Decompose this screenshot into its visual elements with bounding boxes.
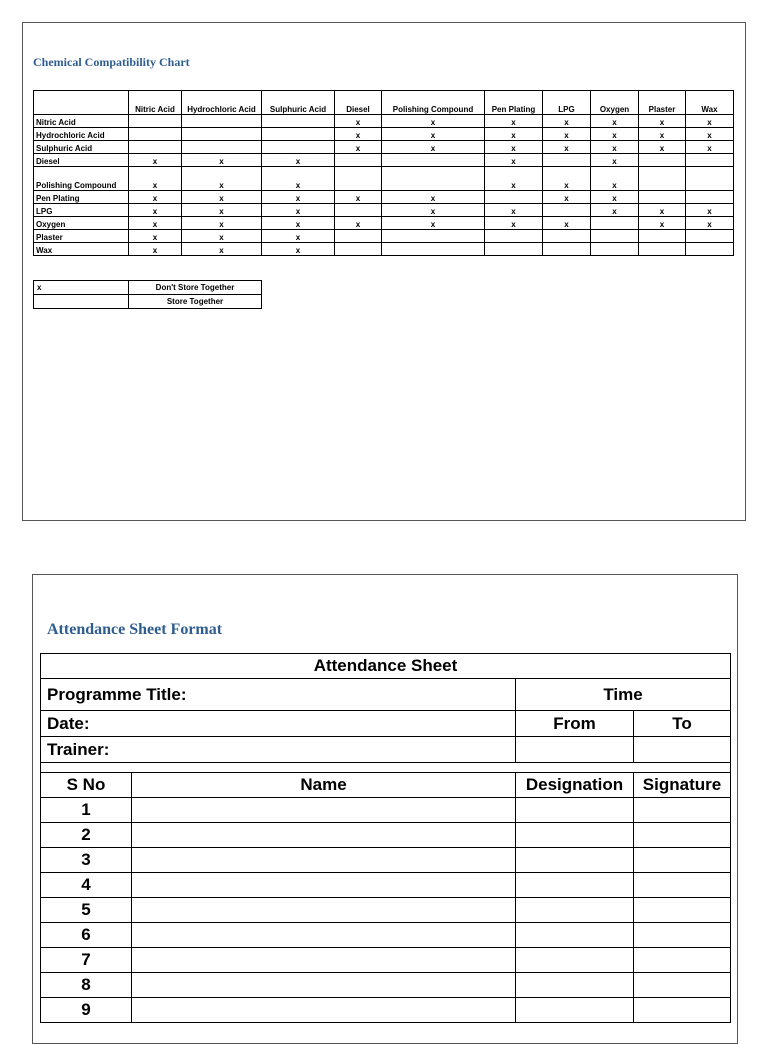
compatibility-cell: x — [129, 204, 182, 217]
to-value-cell[interactable] — [634, 737, 731, 763]
column-header: Hydrochloric Acid — [182, 91, 262, 115]
compatibility-cell: x — [335, 115, 382, 128]
compatibility-cell: x — [686, 115, 734, 128]
compatibility-cell — [686, 167, 734, 191]
column-header: Diesel — [335, 91, 382, 115]
compatibility-cell: x — [182, 191, 262, 204]
designation-cell[interactable] — [516, 848, 634, 873]
attendance-row — [41, 848, 731, 873]
compatibility-cell: x — [262, 191, 335, 204]
signature-header: Signature — [634, 773, 731, 798]
name-cell[interactable] — [132, 848, 516, 873]
programme-title-label: Programme Title: — [41, 679, 516, 711]
compatibility-cell: x — [335, 217, 382, 230]
chemical-table-header-row — [34, 91, 734, 115]
designation-cell[interactable] — [516, 948, 634, 973]
legend-meaning: Store Together — [129, 295, 262, 309]
compatibility-cell: x — [543, 128, 591, 141]
compatibility-cell — [686, 191, 734, 204]
sno-cell: 4 — [41, 873, 132, 898]
compatibility-cell: x — [335, 141, 382, 154]
compatibility-cell — [591, 243, 639, 256]
attendance-table — [40, 653, 731, 1023]
compatibility-cell — [129, 128, 182, 141]
signature-cell[interactable] — [634, 873, 731, 898]
compatibility-cell: x — [335, 128, 382, 141]
legend-symbol — [34, 295, 129, 309]
spacer-row — [41, 763, 731, 773]
compatibility-cell: x — [639, 115, 686, 128]
programme-row — [41, 679, 731, 711]
compatibility-cell: x — [382, 191, 485, 204]
chemical-row — [34, 191, 734, 204]
compatibility-cell: x — [129, 154, 182, 167]
compatibility-cell — [639, 243, 686, 256]
signature-cell[interactable] — [634, 798, 731, 823]
compatibility-cell: x — [182, 217, 262, 230]
legend-row — [34, 295, 262, 309]
signature-cell[interactable] — [634, 948, 731, 973]
sheet-title: Attendance Sheet — [41, 654, 731, 679]
attendance-row — [41, 973, 731, 998]
sno-cell: 5 — [41, 898, 132, 923]
compatibility-cell: x — [591, 167, 639, 191]
compatibility-cell: x — [182, 154, 262, 167]
sno-cell: 3 — [41, 848, 132, 873]
row-label: Pen Plating — [34, 191, 129, 204]
compatibility-cell: x — [686, 128, 734, 141]
compatibility-cell: x — [485, 167, 543, 191]
row-label: Nitric Acid — [34, 115, 129, 128]
compatibility-cell — [335, 167, 382, 191]
signature-cell[interactable] — [634, 923, 731, 948]
compatibility-cell: x — [543, 191, 591, 204]
compatibility-cell — [182, 115, 262, 128]
compatibility-cell: x — [485, 154, 543, 167]
compatibility-cell: x — [591, 191, 639, 204]
compatibility-cell — [485, 230, 543, 243]
compatibility-cell: x — [262, 167, 335, 191]
compatibility-cell: x — [543, 167, 591, 191]
attendance-row — [41, 898, 731, 923]
compatibility-cell — [686, 243, 734, 256]
compatibility-cell: x — [591, 128, 639, 141]
row-label: Diesel — [34, 154, 129, 167]
attendance-row — [41, 798, 731, 823]
compatibility-cell — [543, 154, 591, 167]
chemical-compatibility-table — [33, 90, 734, 256]
chemical-row — [34, 204, 734, 217]
compatibility-cell: x — [485, 141, 543, 154]
name-cell[interactable] — [132, 873, 516, 898]
attendance-header-row — [41, 773, 731, 798]
compatibility-cell: x — [182, 243, 262, 256]
sno-cell: 9 — [41, 998, 132, 1023]
designation-cell[interactable] — [516, 823, 634, 848]
name-cell[interactable] — [132, 998, 516, 1023]
compatibility-cell — [543, 243, 591, 256]
attendance-row — [41, 873, 731, 898]
designation-cell[interactable] — [516, 798, 634, 823]
column-header: Plaster — [639, 91, 686, 115]
compatibility-cell — [129, 115, 182, 128]
compatibility-cell — [382, 154, 485, 167]
designation-cell[interactable] — [516, 923, 634, 948]
compatibility-cell: x — [182, 204, 262, 217]
sno-cell: 1 — [41, 798, 132, 823]
compatibility-cell: x — [543, 217, 591, 230]
chemical-row — [34, 154, 734, 167]
designation-header: Designation — [516, 773, 634, 798]
signature-cell[interactable] — [634, 848, 731, 873]
row-label: Hydrochloric Acid — [34, 128, 129, 141]
compatibility-cell — [543, 204, 591, 217]
row-label: Sulphuric Acid — [34, 141, 129, 154]
from-value-cell[interactable] — [516, 737, 634, 763]
compatibility-cell: x — [686, 141, 734, 154]
attendance-row — [41, 998, 731, 1023]
compatibility-cell — [262, 128, 335, 141]
designation-cell[interactable] — [516, 973, 634, 998]
chemical-chart-title: Chemical Compatibility Chart — [33, 55, 190, 69]
compatibility-cell: x — [382, 115, 485, 128]
time-label: Time — [516, 679, 731, 711]
compatibility-cell: x — [262, 217, 335, 230]
chemical-chart-panel — [22, 22, 746, 521]
compatibility-cell: x — [382, 204, 485, 217]
compatibility-cell: x — [543, 141, 591, 154]
sheet-title-row — [41, 654, 731, 679]
compatibility-cell: x — [485, 217, 543, 230]
trainer-row — [41, 737, 731, 763]
compatibility-cell — [485, 191, 543, 204]
legend-row — [34, 281, 262, 295]
compatibility-cell — [686, 154, 734, 167]
row-label: LPG — [34, 204, 129, 217]
attendance-row — [41, 948, 731, 973]
compatibility-cell: x — [485, 204, 543, 217]
name-cell[interactable] — [132, 898, 516, 923]
chemical-row — [34, 230, 734, 243]
row-label: Polishing Compound — [34, 167, 129, 191]
attendance-panel — [32, 574, 738, 1044]
signature-cell[interactable] — [634, 998, 731, 1023]
compatibility-cell — [262, 115, 335, 128]
compatibility-cell: x — [639, 217, 686, 230]
chemical-row — [34, 243, 734, 256]
compatibility-cell — [639, 154, 686, 167]
column-header: LPG — [543, 91, 591, 115]
compatibility-cell — [335, 204, 382, 217]
compatibility-cell: x — [485, 128, 543, 141]
compatibility-cell — [686, 230, 734, 243]
row-label: Wax — [34, 243, 129, 256]
compatibility-cell: x — [591, 204, 639, 217]
legend-table — [33, 280, 262, 309]
compatibility-cell: x — [262, 154, 335, 167]
designation-cell[interactable] — [516, 998, 634, 1023]
trainer-label: Trainer: — [41, 737, 516, 763]
compatibility-cell: x — [382, 141, 485, 154]
name-cell[interactable] — [132, 823, 516, 848]
compatibility-cell: x — [591, 154, 639, 167]
column-header: Polishing Compound — [382, 91, 485, 115]
chemical-row — [34, 128, 734, 141]
compatibility-cell: x — [591, 141, 639, 154]
column-header: Sulphuric Acid — [262, 91, 335, 115]
compatibility-cell — [639, 167, 686, 191]
chemical-row — [34, 167, 734, 191]
sno-cell: 2 — [41, 823, 132, 848]
compatibility-cell: x — [639, 128, 686, 141]
sno-header: S No — [41, 773, 132, 798]
compatibility-cell: x — [262, 243, 335, 256]
from-label: From — [516, 711, 634, 737]
signature-cell[interactable] — [634, 898, 731, 923]
compatibility-cell: x — [686, 204, 734, 217]
compatibility-cell: x — [382, 128, 485, 141]
compatibility-cell — [182, 141, 262, 154]
compatibility-cell: x — [543, 115, 591, 128]
legend-meaning: Don't Store Together — [129, 281, 262, 295]
compatibility-cell — [543, 230, 591, 243]
compatibility-cell — [382, 230, 485, 243]
spacer-cell — [41, 763, 731, 773]
compatibility-cell — [382, 167, 485, 191]
compatibility-cell — [182, 128, 262, 141]
compatibility-cell — [485, 243, 543, 256]
signature-cell[interactable] — [634, 823, 731, 848]
row-label: Oxygen — [34, 217, 129, 230]
compatibility-cell: x — [129, 230, 182, 243]
signature-cell[interactable] — [634, 973, 731, 998]
column-header: Wax — [686, 91, 734, 115]
compatibility-cell: x — [129, 243, 182, 256]
column-header: Pen Plating — [485, 91, 543, 115]
compatibility-cell — [382, 243, 485, 256]
legend-symbol: x — [34, 281, 129, 295]
attendance-row — [41, 923, 731, 948]
compatibility-cell: x — [182, 167, 262, 191]
column-header: Nitric Acid — [129, 91, 182, 115]
name-cell[interactable] — [132, 923, 516, 948]
designation-cell[interactable] — [516, 873, 634, 898]
compatibility-cell: x — [639, 141, 686, 154]
compatibility-cell — [639, 230, 686, 243]
sno-cell: 8 — [41, 973, 132, 998]
attendance-section-title: Attendance Sheet Format — [47, 621, 223, 638]
compatibility-cell: x — [591, 115, 639, 128]
compatibility-cell: x — [262, 230, 335, 243]
date-label: Date: — [41, 711, 516, 737]
compatibility-cell — [591, 217, 639, 230]
sno-cell: 7 — [41, 948, 132, 973]
name-cell[interactable] — [132, 973, 516, 998]
compatibility-cell: x — [182, 230, 262, 243]
compatibility-cell: x — [129, 217, 182, 230]
compatibility-cell — [335, 230, 382, 243]
compatibility-cell — [262, 141, 335, 154]
sno-cell: 6 — [41, 923, 132, 948]
attendance-row — [41, 823, 731, 848]
compatibility-cell: x — [485, 115, 543, 128]
row-label: Plaster — [34, 230, 129, 243]
compatibility-cell — [639, 191, 686, 204]
column-header: Oxygen — [591, 91, 639, 115]
compatibility-cell: x — [686, 217, 734, 230]
date-row — [41, 711, 731, 737]
name-header: Name — [132, 773, 516, 798]
name-cell[interactable] — [132, 798, 516, 823]
chemical-row — [34, 141, 734, 154]
corner-cell — [34, 91, 129, 115]
to-label: To — [634, 711, 731, 737]
compatibility-cell: x — [262, 204, 335, 217]
compatibility-cell: x — [382, 217, 485, 230]
compatibility-cell: x — [129, 167, 182, 191]
compatibility-cell: x — [335, 191, 382, 204]
compatibility-cell — [335, 243, 382, 256]
name-cell[interactable] — [132, 948, 516, 973]
compatibility-cell — [129, 141, 182, 154]
designation-cell[interactable] — [516, 898, 634, 923]
compatibility-cell: x — [129, 191, 182, 204]
chemical-row — [34, 115, 734, 128]
compatibility-cell: x — [639, 204, 686, 217]
chemical-row — [34, 217, 734, 230]
compatibility-cell — [335, 154, 382, 167]
compatibility-cell — [591, 230, 639, 243]
